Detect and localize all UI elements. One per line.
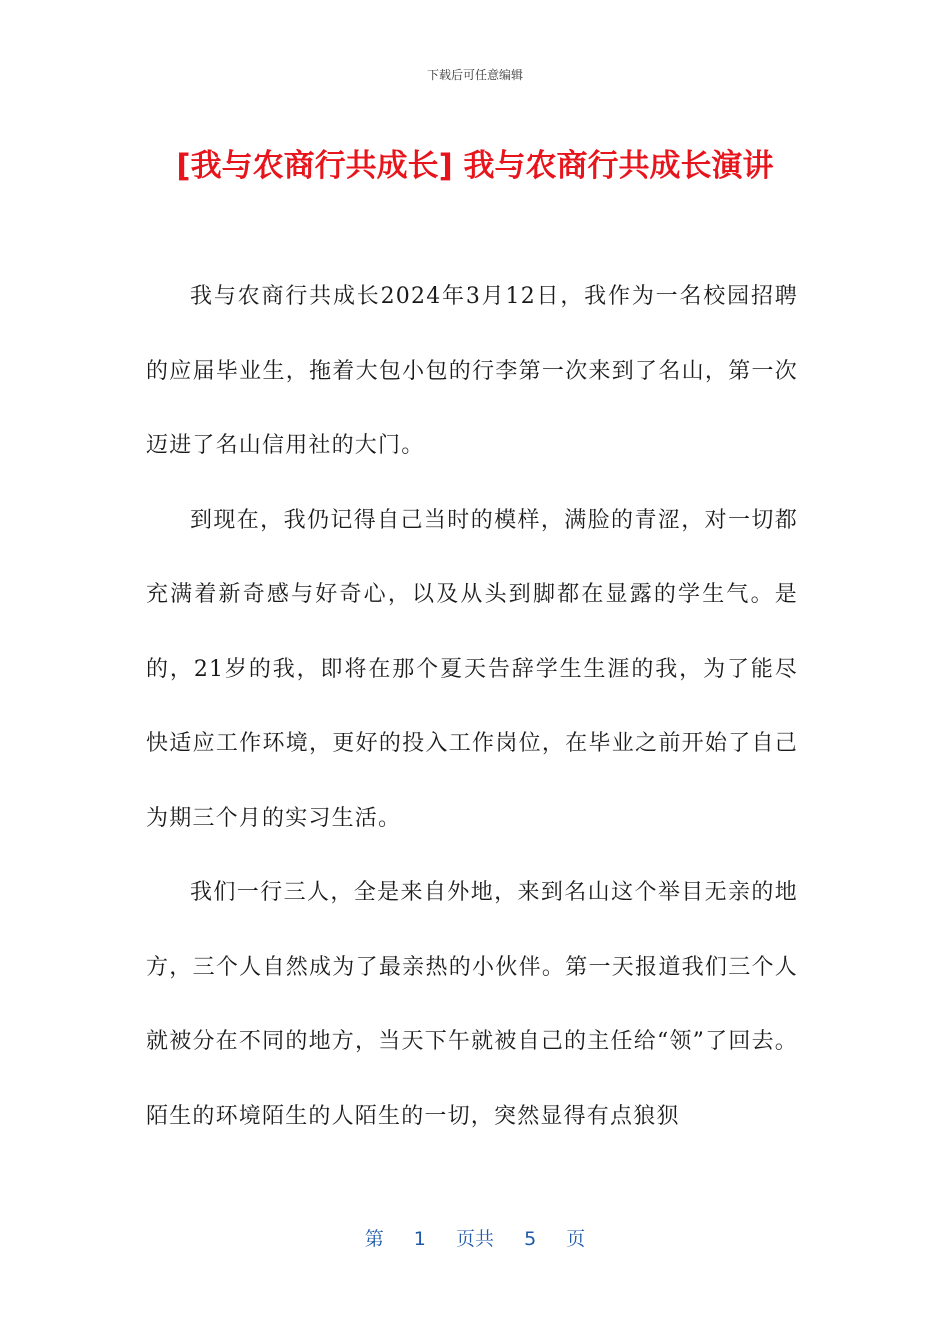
footer-suffix: 页 (566, 1228, 586, 1250)
footer-prefix: 第 (364, 1228, 384, 1250)
footer-current-page: 1 (413, 1228, 426, 1250)
footer-total-pages: 5 (524, 1228, 537, 1250)
paragraph-3: 我们一行三人，全是来自外地，来到名山这个举目无亲的地方，三个人自然成为了最亲热的小伙伴。第一天报道我们三个人就被分在不同的地方，当天下午就被自己的主任给“领”了回去。陌生的环境陌生的人陌生的一切，突然显得有点狼狈 (146, 880, 798, 1129)
page-footer (0, 1226, 950, 1252)
paragraph-1: 我与农商行共成长2024年3月12日，我作为一名校园招聘的应届毕业生，拖着大包小包的行李第一次来到了名山，第一次迈进了名山信用社的大门。 (146, 284, 798, 458)
document-title: [我与农商行共成长] 我与农商行共成长演讲 (176, 148, 774, 184)
header-note: 下载后可任意编辑 (426, 68, 523, 82)
paragraph-2: 到现在，我仍记得自己当时的模样，满脸的青涩，对一切都充满着新奇感与好奇心，以及从头到脚都在显露的学生气。是的，21岁的我，即将在那个夏天告辞学生生涯的我，为了能尽快适应工作环境，更好的投入工作岗位，在毕业之前开始了自己为期三个月的实习生活。 (146, 507, 798, 831)
footer-middle: 页共 (455, 1228, 494, 1250)
document-body (146, 260, 798, 1154)
